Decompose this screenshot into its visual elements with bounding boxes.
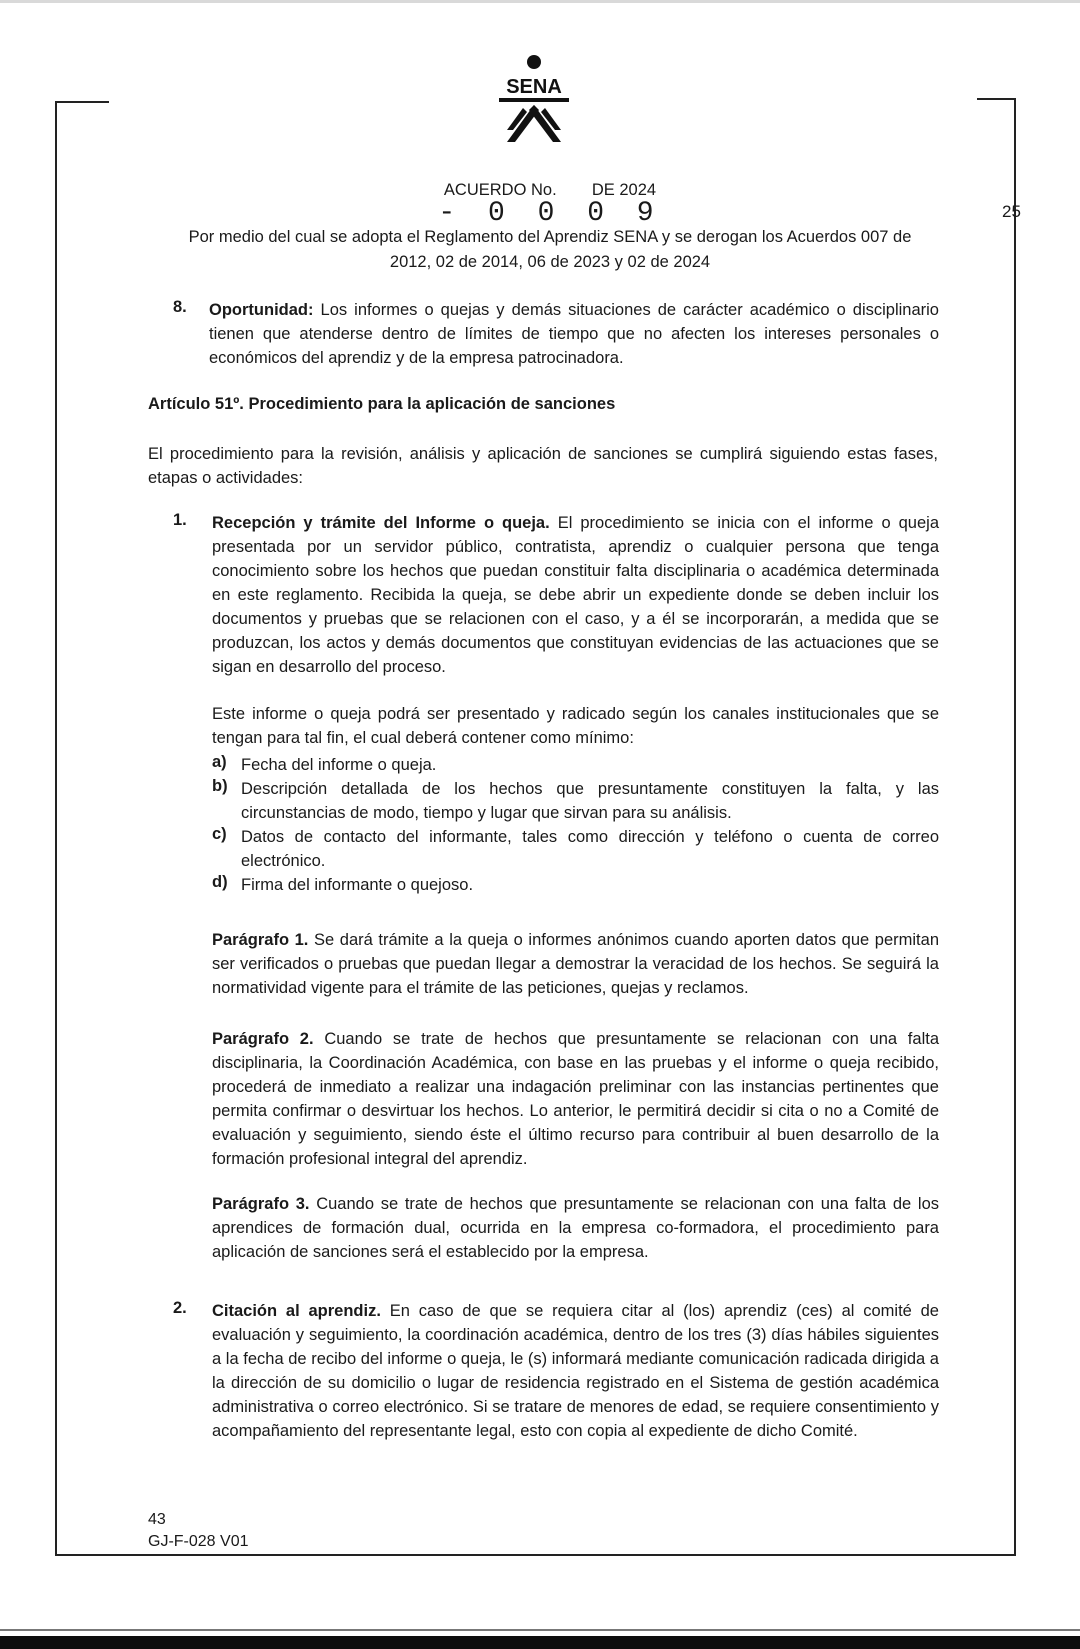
item8-number: 8. — [173, 298, 187, 316]
acuerdo-label: ACUERDO No. — [443, 181, 557, 199]
list-item-a: Fecha del informe o queja. — [241, 756, 437, 774]
list-label-a: a) — [212, 753, 227, 771]
frame-border-left — [55, 101, 57, 1556]
scan-edge-bottom — [0, 1636, 1080, 1649]
list-item-c: Datos de contacto del informante, tales como dirección y teléfono o cuenta de correo electrónico. — [241, 828, 939, 870]
paragrafo-1-title: Parágrafo 1. — [212, 931, 309, 949]
list-label-c: c) — [212, 825, 227, 843]
paragrafo-1 — [212, 928, 939, 1000]
phase2-paragraph — [212, 1299, 939, 1443]
paragrafo-3-text: Cuando se trate de hechos que presuntamente se relacionan con una falta de los aprendices de formación dual, ocurrida en la empresa co-formadora, el procedimiento para aplicación de sanciones será el establecido por la empresa. — [212, 1195, 940, 1261]
paragrafo-2-title: Parágrafo 2. — [212, 1030, 314, 1048]
article-intro: El procedimiento para la revisión, análisis y aplicación de sanciones se cumplirá siguiendo estas fases, etapas o actividades: — [148, 445, 938, 487]
frame-border-bottom — [55, 1554, 1016, 1556]
frame-border-top-left — [55, 101, 109, 103]
item8-paragraph — [209, 298, 939, 370]
stamp-number: 25 — [1002, 202, 1021, 221]
acuerdo-number: - 0 0 0 9 — [438, 198, 662, 229]
phase1-number: 1. — [173, 511, 187, 529]
paragrafo-2-text: Cuando se trate de hechos que presuntamente se relacionan con una falta disciplinaria, la Coordinación Académica, con base en las pruebas y el informe o queja recibido, procederá de inmediato a realizar una indagación preliminar con las instancias pertinentes que permita confirmar o desvirtuar los hechos. Lo anterior, le permitirá decidir si cita o no a Comité de evaluación y seguimiento, siendo éste el último recurso para contribuir al buen desarrollo de la formación profesional integral del aprendiz. — [212, 1030, 939, 1168]
acuerdo-description-line1: Por medio del cual se adopta el Reglamento del Aprendiz SENA y se derogan los Acuerdos 007 de — [188, 228, 912, 246]
phase1-text: El procedimiento se inicia con el informe o queja presentada por un servidor público, contratista, aprendiz o cualquier persona que tenga conocimiento sobre los hechos que puedan constituir falta disciplinaria o académica determinada en este reglamento. Recibida la queja, se debe abrir un expediente donde se deben incluir los documentos y pruebas que se relacionen con el caso, y a él se incorporarán, a medida que se produzcan, los actos y demás documentos que constituyan evidencias de las actuaciones que se sigan en desarrollo del proceso. — [212, 514, 939, 676]
phase1-paragraph — [212, 511, 939, 679]
phase1-title: Recepción y trámite del Informe o queja. — [212, 514, 550, 532]
item8-text: Los informes o quejas y demás situaciones de carácter académico o disciplinario tienen que atenderse dentro de límites de tiempo que no afecten los intereses personales o económicos del aprendiz y de la empresa patrocinadora. — [209, 301, 939, 367]
paragrafo-3-title: Parágrafo 3. — [212, 1195, 310, 1213]
paragrafo-1-text: Se dará trámite a la queja o informes anónimos cuando aporten datos que permitan ser verificados o pruebas que puedan llegar a demostrar la veracidad de los hechos. Se seguirá la normatividad vigente para el trámite de las peticiones, quejas y reclamos. — [212, 931, 939, 997]
page-number: 43 — [148, 1511, 166, 1528]
phase2-number: 2. — [173, 1299, 187, 1317]
list-item-d: Firma del informante o quejoso. — [241, 876, 474, 894]
phase2-text: En caso de que se requiera citar al (los) aprendiz (ces) al comité de evaluación y seguimiento, la coordinación académica, dentro de los tres (3) días hábiles siguientes a la fecha de recibo del informe o queja, le (s) informará mediante comunicación radicada dirigida a la dirección de su domicilio o lugar de residencia registrado en el Sistema de gestión académica administrativa o correo electrónico. Si se tratare de menores de edad, se requiere consentimiento y acompañamiento del representante legal, esto con copia al expediente de dicho Comité. — [212, 1302, 939, 1440]
scan-edge-line — [0, 1629, 1080, 1631]
logo-text: SENA — [506, 76, 562, 98]
phase2-title: Citación al aprendiz. — [212, 1302, 381, 1320]
acuerdo-description-line2: 2012, 02 de 2014, 06 de 2023 y 02 de 2024 — [389, 253, 711, 271]
list-item-b: Descripción detallada de los hechos que presuntamente constituyen la falta, y las circunstancias de modo, tiempo y lugar que sirvan para su análisis. — [241, 780, 939, 822]
list-label-d: d) — [212, 873, 228, 891]
frame-border-top-right — [977, 98, 1016, 100]
acuerdo-year: DE 2024 — [591, 181, 657, 199]
item8-title: Oportunidad: — [209, 301, 314, 319]
paragrafo-3 — [212, 1192, 939, 1264]
frame-border-right — [1014, 98, 1016, 1556]
scan-edge-top — [0, 0, 1080, 3]
article-title: Artículo 51º. Procedimiento para la aplicación de sanciones — [148, 395, 616, 413]
form-code: GJ-F-028 V01 — [148, 1533, 249, 1550]
paragrafo-2 — [212, 1027, 939, 1171]
sena-logo — [479, 50, 589, 145]
list-label-b: b) — [212, 777, 228, 795]
phase1-para2: Este informe o queja podrá ser presentado y radicado según los canales institucionales que se tengan para tal fin, el cual deberá contener como mínimo: — [212, 705, 939, 747]
